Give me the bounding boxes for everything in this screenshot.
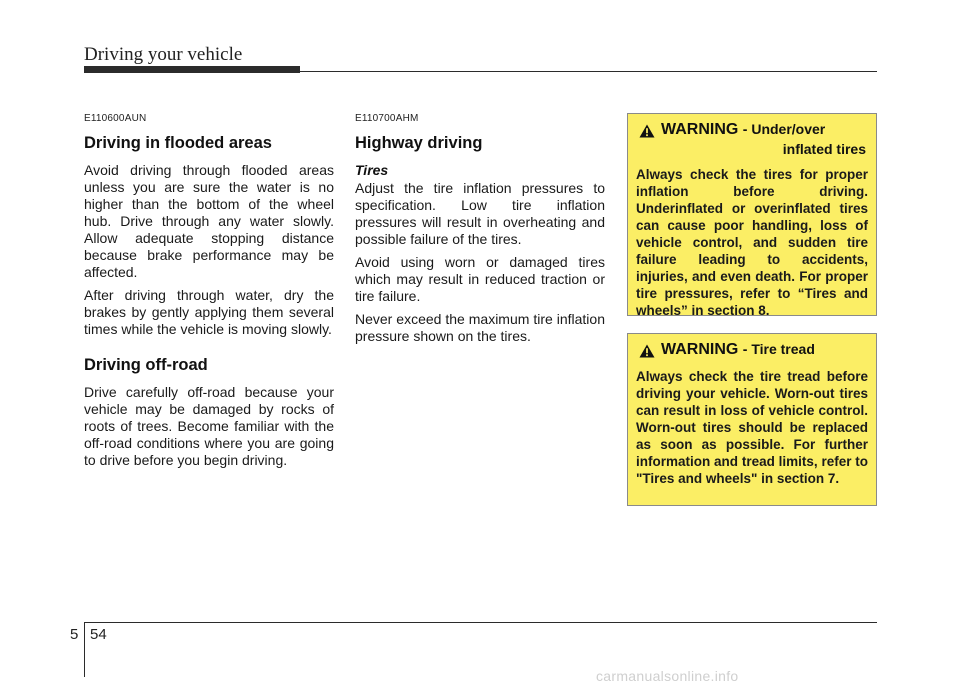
footer-divider xyxy=(84,622,85,677)
warning-keyword: WARNING - Tire tread xyxy=(661,341,815,358)
footer-rule xyxy=(84,622,877,623)
paragraph: Adjust the tire inflation pressures to specification. Low tire inflation pressures will result in overheating and possible failure of the tires. xyxy=(355,180,605,247)
warning-body: Always check the tires for proper inflation before driving. Underinflated or overinflated tires can cause poor handling, loss of vehicle control, and sudden tire failure leading to accidents, injuries, and even death. For proper tire pressures, refer to “Tires and wheels” in section 8. xyxy=(636,167,868,318)
middle-column xyxy=(355,110,605,351)
warning-box-tread xyxy=(627,333,877,506)
paragraph: After driving through water, dry the brakes by gently applying them several times while the vehicle is moving slowly. xyxy=(84,287,334,337)
header-title: Driving your vehicle xyxy=(84,44,243,65)
warning-subtitle-line2: inflated tires xyxy=(782,141,866,157)
section-heading-flooded: Driving in flooded areas xyxy=(84,134,272,152)
paragraph: Avoid using worn or damaged tires which may result in reduced traction or tire failure. xyxy=(355,254,605,304)
warning-triangle-icon xyxy=(639,124,655,138)
warning-keyword: WARNING - Under/over xyxy=(661,121,826,138)
warning-header xyxy=(628,114,876,157)
warning-subtitle: - Tire tread xyxy=(742,341,815,357)
section-heading-offroad: Driving off-road xyxy=(84,356,208,374)
chapter-number: 5 xyxy=(70,626,79,643)
header-bar xyxy=(84,66,300,73)
warning-subtitle: - Under/over xyxy=(742,121,826,137)
paragraph: Avoid driving through flooded areas unless you are sure the water is no higher than the bottom of the wheel hub. Drive through any water slowly. Allow adequate stopping distance because brake performance may be affected. xyxy=(84,162,334,280)
paragraph: Never exceed the maximum tire inflation pressure shown on the tires. xyxy=(355,311,605,344)
section-heading-highway: Highway driving xyxy=(355,134,483,152)
section-code: E110600AUN xyxy=(84,113,147,124)
paragraph: Drive carefully off-road because your vehicle may be damaged by rocks of roots of trees. Become familiar with the off-road conditions where you are going to drive before you begin driving. xyxy=(84,384,334,468)
warning-triangle-icon xyxy=(639,344,655,358)
section-code: E110700AHM xyxy=(355,113,419,124)
subheading-tires: Tires xyxy=(355,162,389,178)
warning-box-inflation xyxy=(627,113,877,316)
header-rule xyxy=(300,71,877,72)
left-column xyxy=(84,110,334,475)
warning-header xyxy=(628,334,876,362)
warning-body: Always check the tire tread before driving your vehicle. Worn-out tires can result in loss of vehicle control. Worn-out tires should be replaced as soon as possible. For further information and tread limits, refer to "Tires and wheels" in section 7. xyxy=(636,369,868,486)
watermark: carmanualsonline.info xyxy=(596,668,739,684)
page-number: 54 xyxy=(90,626,107,643)
